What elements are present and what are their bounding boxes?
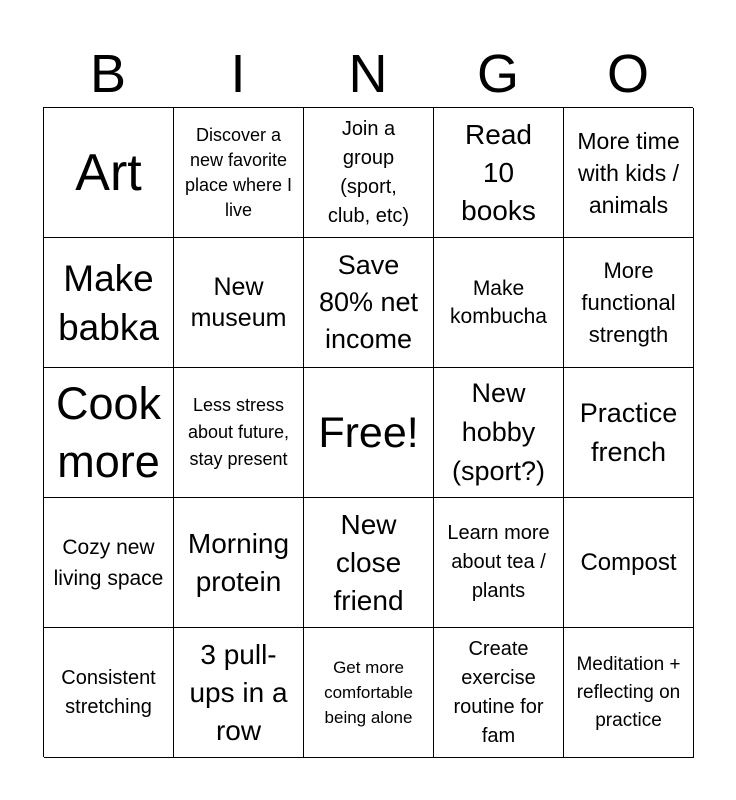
bingo-cell[interactable] [44,368,174,498]
cell-text: New close friend [333,508,404,616]
cell-text: Cook more [55,377,162,487]
bingo-cell[interactable] [564,628,694,758]
cell-text: Morning protein [187,527,290,597]
bingo-cell[interactable] [44,628,174,758]
bingo-cell[interactable] [174,498,304,628]
cell-text: 3 pull-ups in a row [189,638,288,746]
bingo-cell[interactable] [434,628,564,758]
bingo-cell[interactable] [44,238,174,368]
bingo-cell[interactable] [174,628,304,758]
cell-text: Create exercise routine for fam [453,637,544,747]
bingo-board [43,107,693,757]
header-letter-o: O [606,44,649,104]
cell-text: Meditation + reflecting on practice [576,653,681,731]
cell-text: Compost [580,548,677,576]
bingo-cell[interactable] [304,498,434,628]
bingo-cell[interactable] [434,368,564,498]
bingo-cell[interactable] [304,238,434,368]
bingo-header [43,44,693,104]
bingo-cell[interactable] [44,498,174,628]
bingo-cell[interactable] [174,238,304,368]
cell-text: Read 10 books [461,118,536,226]
bingo-cell[interactable] [434,238,564,368]
cell-text: Practice french [579,397,678,467]
bingo-cell[interactable] [304,108,434,238]
bingo-cell[interactable] [174,108,304,238]
cell-text: New museum [190,272,287,332]
bingo-cell[interactable] [564,238,694,368]
cell-text: New hobby (sport?) [451,378,546,486]
cell-text: Free! [318,408,419,457]
cell-text: More time with kids / animals [577,127,680,218]
cell-text: Art [75,143,142,202]
bingo-cell[interactable] [564,108,694,238]
cell-text: Discover a new favorite place where I live [184,124,293,220]
bingo-cell[interactable] [434,108,564,238]
header-letter-g: G [476,44,519,104]
cell-text: Less stress about future, stay present [187,395,290,469]
cell-text: Make babka [58,257,159,348]
cell-text: Consistent stretching [61,666,156,718]
header-letter-b: B [89,44,127,104]
bingo-cell[interactable] [304,628,434,758]
cell-text: More functional strength [581,257,676,347]
cell-text: Get more comfortable being alone [324,658,413,727]
bingo-cell[interactable] [44,108,174,238]
cell-text: Cozy new living space [53,535,164,590]
cell-text: Save 80% net income [318,250,419,354]
cell-text: Join a group (sport, club, etc) [327,117,410,227]
free-cell[interactable] [304,368,434,498]
bingo-cell[interactable] [564,368,694,498]
header-letter-i: I [230,44,246,104]
cell-text: Learn more about tea / plants [447,522,550,602]
bingo-cell[interactable] [564,498,694,628]
cell-text: Make kombucha [450,276,547,328]
bingo-cell[interactable] [434,498,564,628]
bingo-cell[interactable] [174,368,304,498]
header-letter-n: N [348,44,388,104]
